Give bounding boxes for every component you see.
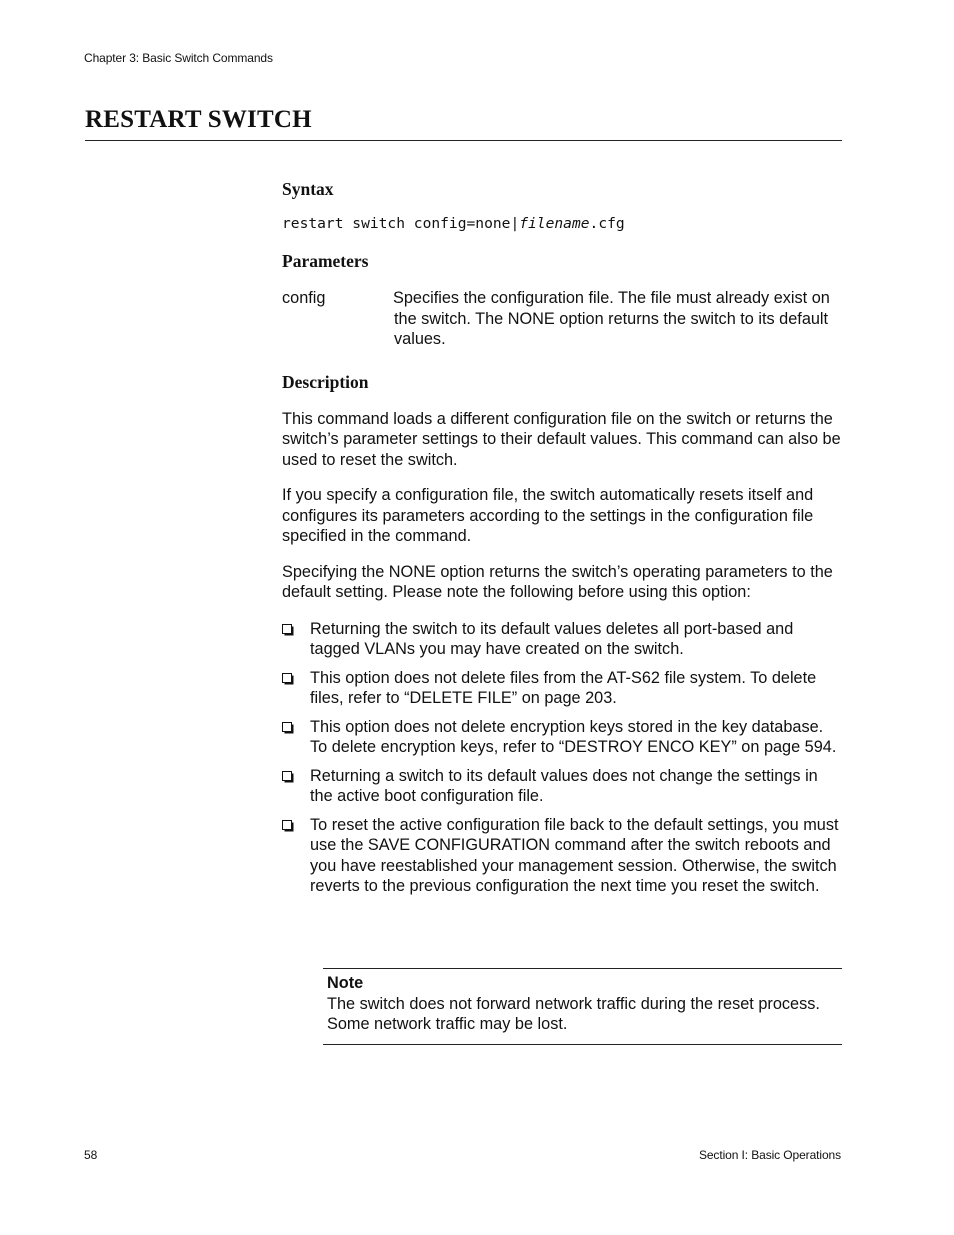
parameter-row: [282, 288, 842, 350]
note-text: The switch does not forward network traffic during the reset process. Some network traffic may be lost.: [327, 994, 820, 1033]
title-rule: [85, 140, 842, 141]
bullet-text: This option does not delete encryption keys stored in the key database. To delete encryption keys, refer to “DESTROY ENCO KEY” on page 594.: [310, 717, 837, 756]
checkbox-bullet-icon: [282, 820, 292, 830]
page-number: 58: [84, 1148, 98, 1162]
description-paragraph: This command loads a different configuration file on the switch or returns the switch’s parameter settings to their default values. This command can also be used to reset the switch.: [282, 409, 841, 469]
parameter-description: Specifies the configuration file. The file must already exist on the switch. The NONE option returns the switch to its default values.: [393, 289, 830, 348]
syntax-heading: Syntax: [282, 179, 334, 199]
bullet-item: [282, 766, 842, 807]
checkbox-bullet-icon: [282, 722, 292, 732]
syntax-command: [282, 214, 842, 234]
bullet-list: [282, 619, 842, 897]
note-box: [323, 968, 842, 1045]
checkbox-bullet-icon: [282, 771, 292, 781]
bullet-text: Returning the switch to its default values deletes all port-based and tagged VLANs you may have created on the switch.: [310, 619, 794, 658]
syntax-command-suffix: .cfg: [589, 215, 625, 232]
bullet-item: [282, 619, 842, 660]
checkbox-bullet-icon: [282, 673, 292, 683]
running-header: Chapter 3: Basic Switch Commands: [84, 51, 273, 65]
description-paragraph: Specifying the NONE option returns the switch’s operating parameters to the default setting. Please note the following before using this option:: [282, 562, 833, 601]
main-content: [282, 178, 842, 905]
syntax-command-prefix: restart switch config=none|: [282, 215, 520, 232]
bullet-text: To reset the active configuration file back to the default settings, you must use the SAVE CONFIGURATION command after the switch reboots and you have reestablished your management session. Otherwise, the switch reverts to the previous configuration the next time you reset the switch.: [310, 815, 839, 895]
bullet-item: [282, 717, 842, 758]
bullet-item: [282, 815, 842, 897]
description-heading: Description: [282, 371, 369, 392]
bullet-item: [282, 668, 842, 709]
checkbox-bullet-icon: [282, 624, 292, 634]
description-paragraph: If you specify a configuration file, the switch automatically resets itself and configures its parameters according to the settings in the configuration file specified in the command.: [282, 486, 814, 545]
footer-section: Section I: Basic Operations: [698, 1148, 841, 1162]
note-label: Note: [327, 974, 364, 992]
syntax-command-filename: filename: [519, 215, 590, 232]
bullet-text: This option does not delete files from the AT-S62 file system. To delete files, refer to “DELETE FILE” on page 203.: [310, 668, 817, 707]
bullet-text: Returning a switch to its default values does not change the settings in the active boot configuration file.: [310, 766, 818, 805]
page-title: RESTART SWITCH: [85, 106, 312, 133]
parameter-name: config: [282, 289, 326, 307]
parameters-heading: Parameters: [282, 251, 369, 271]
